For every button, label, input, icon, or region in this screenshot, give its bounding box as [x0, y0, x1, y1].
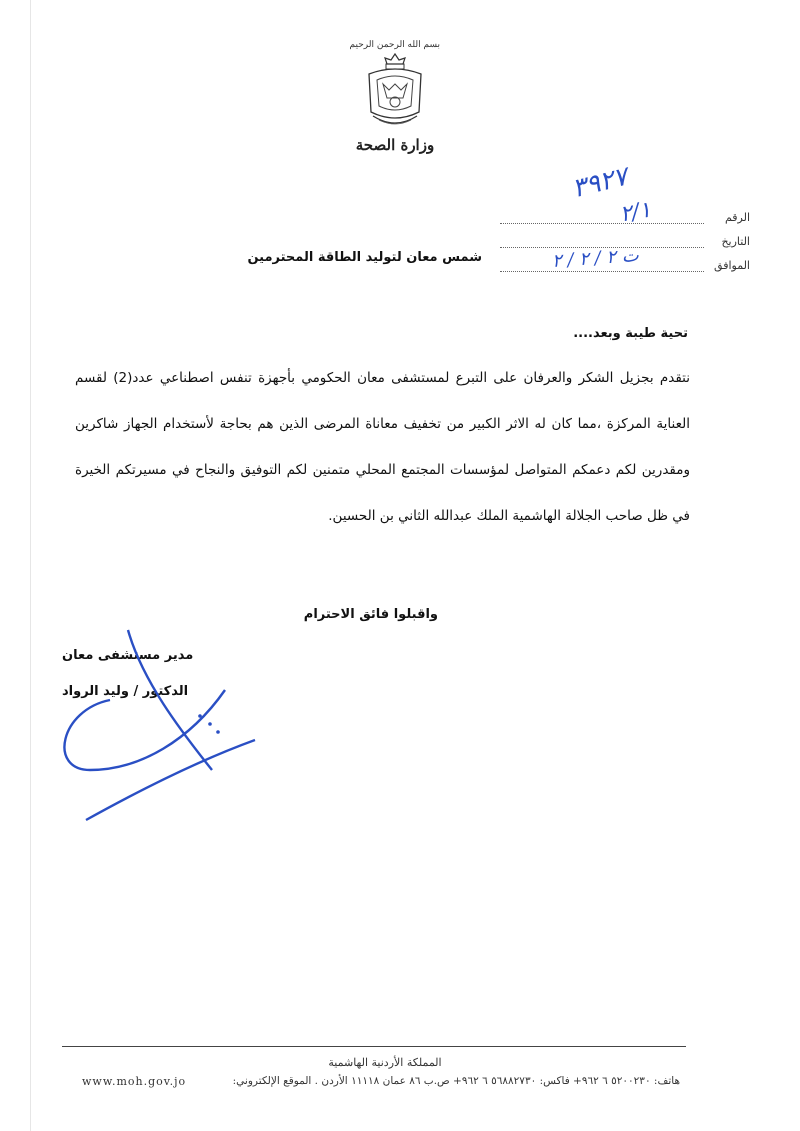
reference-hijri-label: الموافق: [714, 259, 750, 272]
letter-body: [75, 355, 690, 539]
closing-text: واقبلوا فائق الاحترام: [303, 607, 438, 622]
body-paragraph: نتقدم بجزيل الشكر والعرفان على التبرع لمستشفى معان الحكومي بأجهزة تنفس اصطناعي عدد(2) لقسم العناية المركزة ،مما كان له الاثر الكبير من تخفيف معاناة المرضى الذين هم بحاجة لأستخدام الجهاز شاكرين ومقدرين لكم دعمكم المتواصل لمؤسسات المجتمع المحلي متمنين لكم التوفيق والنجاح في مسيرتكم الخيرة في ظل صاحب الجلالة الهاشمية الملك عبدالله الثاني بن الحسين.: [75, 370, 690, 524]
reference-date-label: التاريخ: [721, 235, 750, 248]
basmala-text: بسم الله الرحمن الرحيم: [349, 40, 440, 50]
reference-date-line: [500, 233, 704, 248]
jordan-coat-of-arms-icon: [359, 50, 431, 132]
greeting-text: تحية طيبة وبعد....: [573, 326, 688, 341]
footer-divider: [62, 1046, 686, 1047]
letterhead: [350, 40, 440, 170]
handwritten-signature: [50, 620, 280, 840]
footer-contact: هاتف: ٥٢٠٠٢٣٠ ٦ ٩٦٢+ فاكس: ٥٦٨٨٢٧٣٠ ٦ ٩٦٢+ ص.ب ٨٦ عمان ١١١١٨ الأردن . الموقع الإلكتروني:: [232, 1075, 680, 1087]
reference-hijri-handwritten: ت ٢ / ٢ / ٢: [551, 245, 640, 272]
page-edge-line: [30, 0, 31, 1131]
footer-website-link[interactable]: www.moh.gov.jo: [82, 1075, 187, 1088]
footer-kingdom: المملكة الأردنية الهاشمية: [328, 1056, 442, 1069]
signatory-name: الدكتور / وليد الرواد: [62, 684, 189, 699]
reference-number-line: [500, 209, 704, 224]
reference-number-handwritten: ٣٩٢٧: [569, 161, 631, 205]
reference-date-handwritten: ٢/١: [618, 197, 653, 228]
reference-number-label: الرقم: [724, 211, 750, 224]
ministry-name: وزارة الصحة: [355, 136, 435, 154]
signatory-title: مدير مستشفى معان: [62, 648, 194, 663]
recipient-line: شمس معان لتوليد الطاقة المحترمين: [247, 250, 482, 265]
reference-date-row: [500, 224, 750, 248]
